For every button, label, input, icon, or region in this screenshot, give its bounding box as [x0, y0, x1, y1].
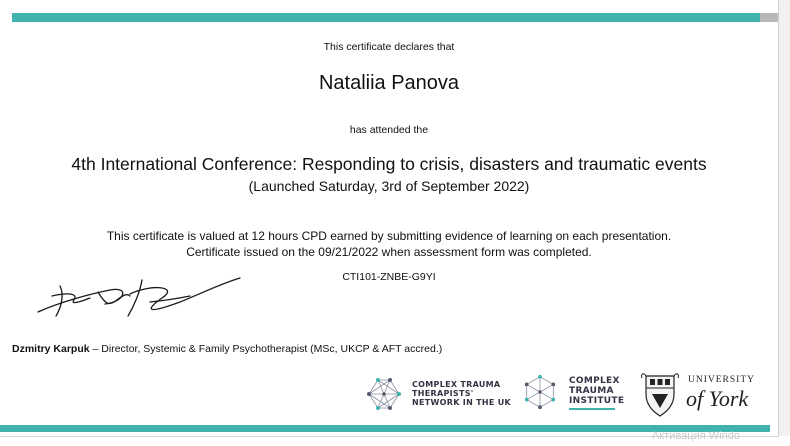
- cti-underline: [569, 408, 615, 410]
- top-bar-end: [760, 13, 778, 22]
- york-university-label: UNIVERSITY: [688, 375, 755, 385]
- ctt-network-text: COMPLEX TRAUMA THERAPISTS' NETWORK IN THE UK: [412, 380, 512, 407]
- signer-name: Dzmitry Karpuk: [12, 343, 90, 355]
- top-accent-bar: [12, 13, 768, 22]
- network-icon: [364, 374, 404, 414]
- conference-title: 4th International Conference: Responding to crisis, disasters and traumatic events: [71, 154, 707, 174]
- york-logo: [640, 370, 779, 420]
- york-name: of York: [686, 386, 749, 411]
- signer-role: – Director, Systemic & Family Psychotherapist (MSc, UKCP & AFT accred.): [89, 343, 443, 355]
- windows-activation-watermark: Активация Windo: [652, 430, 740, 442]
- attended-text: has attended the: [349, 124, 429, 136]
- launch-date: (Launched Saturday, 3rd of September 2022): [248, 178, 530, 194]
- network-icon: [521, 373, 559, 411]
- page-edge: [779, 0, 790, 436]
- cpd-statement: This certificate is valued at 12 hours CPD earned by submitting evidence of learning on each presentation.: [106, 229, 672, 243]
- cti-text: COMPLEX TRAUMA INSTITUTE: [569, 376, 625, 406]
- signature: [30, 272, 245, 322]
- recipient-name: Nataliia Panova: [318, 72, 460, 94]
- declares-text: This certificate declares that: [323, 41, 455, 53]
- signer-line: [12, 343, 442, 355]
- certificate-code: CTI101-ZNBE-G9YI: [342, 271, 436, 283]
- ctt-network-logo: [364, 372, 512, 416]
- crest-icon: [640, 372, 680, 418]
- issue-statement: Certificate issued on the 09/21/2022 when assessment form was completed.: [186, 245, 592, 259]
- cti-logo: [521, 370, 625, 416]
